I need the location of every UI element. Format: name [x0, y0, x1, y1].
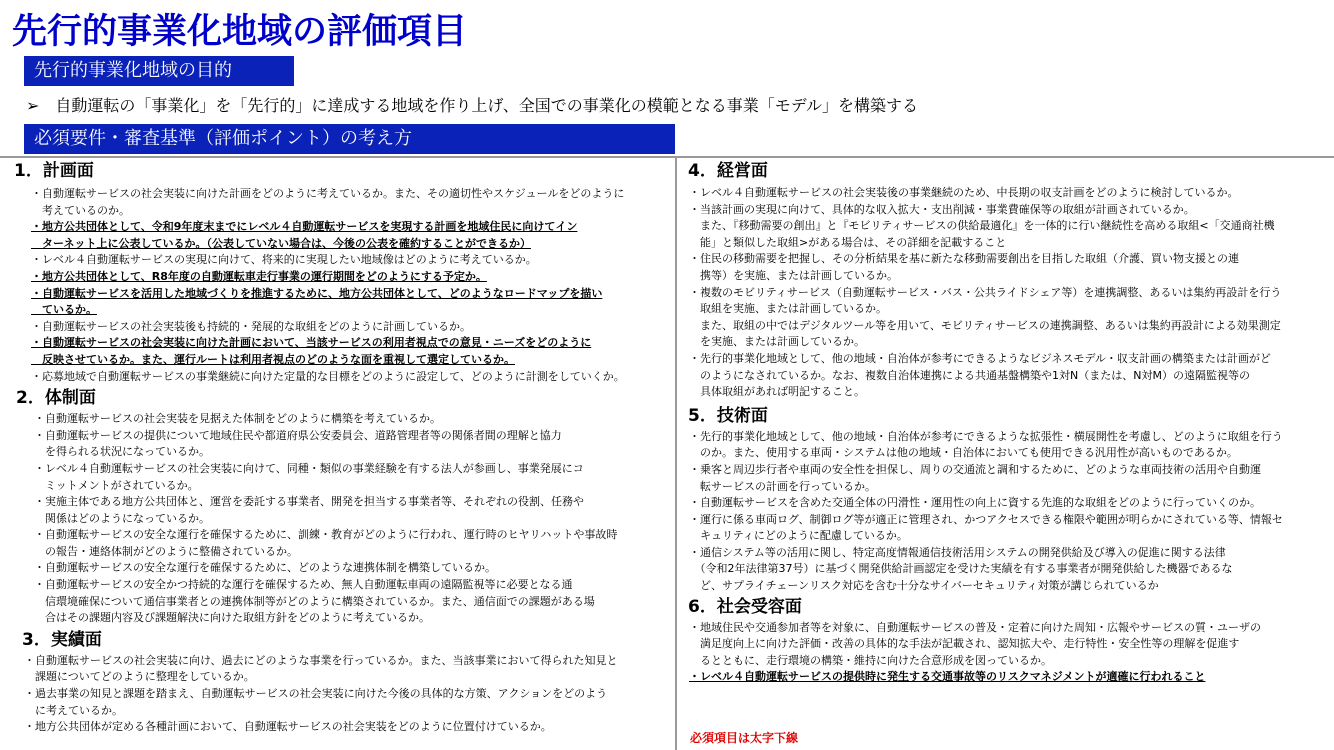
list-item: ・乗客と周辺歩行者や車両の安全性を担保し、周りの交通流と調和するために、どのような車両技術の活用や自動運 — [689, 462, 1261, 476]
left-column — [0, 160, 672, 736]
required-item: ているか。 — [31, 303, 97, 317]
list-item: ・実施主体である地方公共団体と、運営を委託する事業者、開発を担当する事業者等、それぞれの役割、任務や — [34, 495, 584, 509]
purpose-heading: 先行的事業化地域の目的 — [24, 56, 294, 86]
list-item: 合はその課題内容及び課題解決に向けた取組方針をどのように考えているか。 — [34, 611, 430, 625]
list-item: 考えているのか。 — [31, 203, 130, 217]
section-heading: 4．経営面 — [688, 161, 768, 181]
section-track-record — [22, 629, 672, 652]
list-item: ・自動運転サービスの安全な運行を確保するために、どのような連携体制を構築しているか。 — [34, 561, 496, 575]
list-item: ・自動運転サービスの提供について地域住民や都道府県公安委員会、道路管理者等の関係者間の理解と協力 — [34, 428, 562, 442]
list-item: ・自動運転サービスの安全な運行を確保するために、訓練・教育がどのように行われ、運行時のヒヤリハットや事故時 — [34, 528, 618, 542]
list-item: 具体取組があれば明記すること。 — [689, 385, 865, 399]
horizontal-divider — [0, 156, 1334, 158]
list-item: ・先行的事業化地域として、他の地域・自治体が参考にできるようなビジネスモデル・収支計画の構築または計画がど — [689, 351, 1271, 365]
list-item: ・レベル４自動運転サービスの実現に向けて、将来的に実現したい地域像はどのように考えているか。 — [31, 253, 537, 267]
list-item: 携等）を実施、または計画しているか。 — [689, 268, 898, 282]
list-item: ・住民の移動需要を把握し、その分析結果を基に新たな移動需要創出を目指した取組（介護、買い物支援との連 — [689, 252, 1239, 266]
list-item: ・レベル４自動運転サービスの社会実装に向けて、同種・類似の事業経験を有する法人が参画し、事業発展にコ — [34, 461, 584, 475]
section-track-record-items — [24, 653, 672, 736]
section-organization — [16, 387, 672, 410]
list-item: 信環境確保について通信事業者との連携体制等がどのように構築されているか。また、通信面での課題がある場 — [34, 594, 595, 608]
required-item: ターネット上に公表しているか。（公表していない場合は、今後の公表を確約することができるか） — [31, 236, 531, 250]
list-item: を得られる状況になっているか。 — [34, 445, 210, 459]
required-item: ・自動運転サービスを活用した地域づくりを推進するために、地方公共団体として、どのようなロードマップを描い — [31, 286, 603, 300]
list-item: のようになされているか。なお、複数自治体連携による共通基盤構築や1対N（または、N対M）の遠隔監視等の — [689, 368, 1250, 382]
list-item: ・複数のモビリティサービス（自動運転サービス・バス・公共ライドシェア等）を連携調整、あるいは集約再設計を行う — [689, 285, 1282, 299]
list-item: ・自動運転サービスの社会実装を見据えた体制をどのように構築を考えているか。 — [34, 412, 441, 426]
list-item: ・過去事業の知見と課題を踏まえ、自動運転サービスの社会実装に向けた今後の具体的な方策、アクションをどのよう — [24, 687, 608, 701]
list-item: ・地域住民や交通参加者等を対象に、自動運転サービスの普及・定着に向けた周知・広報やサービスの質・ユーザの — [689, 620, 1261, 634]
list-item: ・自動運転サービスの社会実装に向け、過去にどのような事業を行っているか。また、当該事業において得られた知見と — [24, 653, 618, 667]
list-item: に考えているか。 — [24, 703, 123, 717]
purpose-statement — [26, 93, 918, 116]
list-item: 課題についてどのように整理をしているか。 — [24, 670, 255, 684]
list-item: ・レベル４自動運転サービスの社会実装後の事業継続のため、中長期の収支計画をどのように検討しているか。 — [689, 186, 1239, 199]
section-management-items — [689, 185, 1334, 401]
section-plan-items — [31, 186, 672, 385]
required-legend-note: 必須項目は太字下線 — [690, 731, 799, 745]
section-heading: 3．実績面 — [22, 629, 102, 650]
arrow-bullet-icon: ➢ — [26, 96, 40, 115]
right-column — [683, 160, 1334, 686]
list-item: 満足度向上に向けた評価・改善の具体的な手法が記載され、認知拡大や、走行特性・安全性等の理解を促進す — [689, 637, 1240, 651]
section-technology — [688, 405, 1334, 428]
required-item: 反映させているか。また、運行ルートは利用者視点のどのような面を重視して選定しているか。 — [31, 352, 515, 366]
section-management — [688, 160, 1334, 183]
page-title: 先行的事業化地域の評価項目 — [12, 12, 468, 52]
list-item: ど、サプライチェーンリスク対応を含む十分なサイバーセキュリティ対策が講じられているか — [689, 579, 1159, 593]
list-item: 関係はどのようになっているか。 — [34, 511, 210, 525]
list-item: ・通信システム等の活用に関し、特定高度情報通信技術活用システムの開発供給及び導入の促進に関する法律 — [689, 545, 1226, 559]
required-item: ・レベル４自動運転サービスの提供時に発生する交通事故等のリスクマネジメントが適確に行われること — [689, 670, 1206, 684]
list-item: ・応募地域で自動運転サービスの事業継続に向けた定量的な目標をどのように設定して、どのように計測をしていくか。 — [31, 369, 625, 383]
required-item: ・地方公共団体として、令和9年度末までにレベル４自動運転サービスを実現する計画を地域住民に向けてイン — [31, 220, 578, 234]
section-social-acceptance-items — [689, 620, 1334, 686]
list-item: 転サービスの計画を行っているか。 — [689, 479, 876, 493]
section-organization-items — [34, 411, 672, 627]
list-item: 取組を実施、または計画しているか。 — [689, 302, 887, 316]
list-item: ・当該計画の実現に向けて、具体的な収入拡大・支出削減・事業費確保等の取組が計画されているか。 — [689, 202, 1195, 216]
list-item: の報告・連絡体制がどのように整備されているか。 — [34, 544, 298, 558]
list-item: ・自動運転サービスの安全かつ持続的な運行を確保するため、無人自動運転車両の遠隔監視等に必要となる通 — [34, 578, 573, 592]
column-divider — [675, 157, 677, 750]
list-item: ・自動運転サービスの社会実装に向けた計画をどのように考えているか。また、その適切性やスケジュールをどのように — [31, 187, 625, 200]
section-technology-items — [689, 429, 1334, 595]
list-item: のか。また、使用する車両・システムは他の地域・自治体においても使用できる汎用性が高いものであるか。 — [689, 446, 1238, 460]
list-item: 能」と類似した取組>がある場合は、その詳細を記載すること — [689, 235, 1007, 249]
list-item: キュリティにどのように配慮しているか。 — [689, 529, 908, 543]
list-item: また、取組の中ではデジタルツール等を用いて、モビリティサービスの連携調整、あるいは集約再設計による効果測定 — [689, 318, 1281, 332]
list-item: （令和2年法律第37号）に基づく開発供給計画認定を受けた実績を有する事業者が開発供給した機器であるな — [689, 562, 1233, 576]
required-item: ・地方公共団体として、R8年度の自動運転車走行事業の運行期間をどのようにする予定か。 — [31, 269, 487, 283]
list-item: を実施、または計画しているか。 — [689, 335, 865, 349]
purpose-text: 自動運転の「事業化」を「先行的」に達成する地域を作り上げ、全国での事業化の模範となる事業「モデル」を構築する — [55, 96, 918, 115]
required-item: ・自動運転サービスの社会実装に向けた計画において、当該サービスの利用者視点での意見・ニーズをどのように — [31, 336, 592, 350]
section-plan — [14, 160, 672, 183]
criteria-heading: 必須要件・審査基準（評価ポイント）の考え方 — [24, 124, 675, 154]
list-item: ・先行的事業化地域として、他の地域・自治体が参考にできるような拡張性・横展開性を考慮し、どのように取組を行う — [689, 429, 1283, 443]
list-item: ・自動運転サービスの社会実装後も持続的・発展的な取組をどのように計画しているか。 — [31, 319, 471, 333]
list-item: ミットメントがされているか。 — [34, 478, 199, 492]
list-item: ・地方公共団体が定める各種計画において、自動運転サービスの社会実装をどのように位置付けているか。 — [24, 720, 552, 734]
list-item: るとともに、走行環境の構築・維持に向けた合意形成を図っているか。 — [689, 653, 1052, 667]
section-heading: 2．体制面 — [16, 388, 96, 409]
list-item: ・自動運転サービスを含めた交通全体の円滑性・運用性の向上に資する先進的な取組をどのように行っていくのか。 — [689, 496, 1261, 510]
list-item: ・運行に係る車両ログ、制御ログ等が適正に管理され、かつアクセスできる権限や範囲が明らかにされている等、情報セ — [689, 512, 1283, 526]
list-item: また、『移動需要の創出』と『モビリティサービスの供給最適化』を一体的に行い継続性を高める取組<「交通商社機 — [689, 219, 1275, 233]
section-heading: 6．社会受容面 — [688, 596, 802, 617]
section-heading: 5．技術面 — [688, 405, 768, 426]
section-heading: 1．計画面 — [14, 161, 94, 181]
section-social-acceptance — [688, 596, 1334, 619]
